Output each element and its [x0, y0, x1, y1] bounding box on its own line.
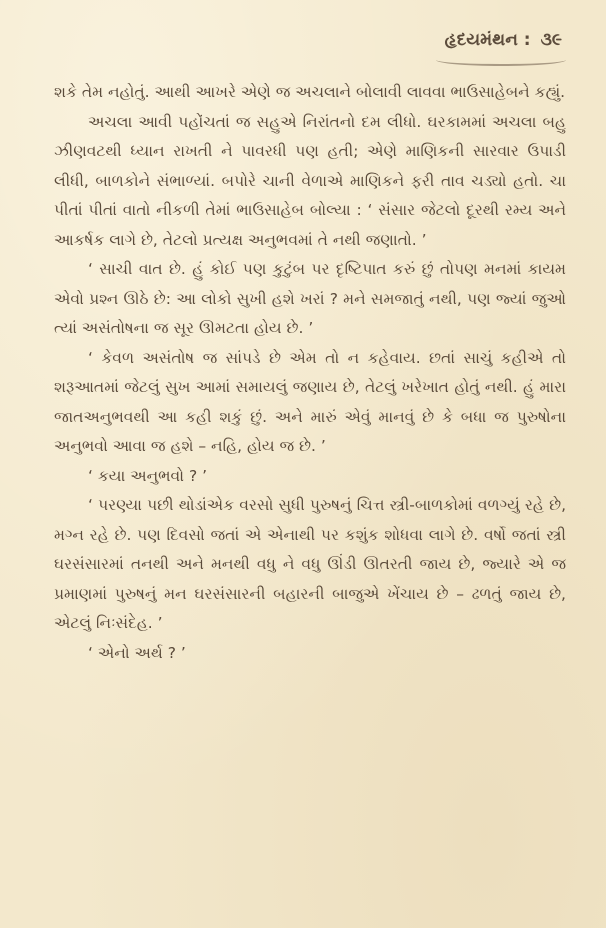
paragraph: ‘ કેવળ અસંતોષ જ સાંપડે છે એમ તો ન કહેવાય. છતાં સાચું કહીએ તો શરૂઆતમાં જેટલું સુખ આમાં સમાયલું જણાય છે, તેટલું ખરેખાત હોતું નથી. હું મારા જાતઅનુભવથી આ કહી શકું છું. અને મારું એવું માનવું છે કે બધા જ પુરુષોના અનુભવો આવા જ હશે – નહિ, હોય જ છે. ’ — [54, 348, 566, 455]
body-text — [54, 78, 566, 668]
running-header — [445, 30, 562, 50]
paragraph: ‘ એનો અર્થ ? ’ — [88, 643, 186, 662]
paragraph: ‘ પરણ્યા પછી થોડાંએક વરસો સુધી પુરુષનું ચિત્ત સ્ત્રી-બાળકોમાં વળગ્યું રહે છે, મગ્ન રહે છે. પણ દિવસો જતાં એ એનાથી પર કશુંક શોધવા લાગે છે. વર્ષો જતાં સ્ત્રી ઘરસંસારમાં તનથી અને મનથી વધુ ને વધુ ઊંડી ઊતરતી જાય છે, જ્યારે એ જ પ્રમાણમાં પુરુષનું મન ઘરસંસારની બહારની બાજુએ ખેંચાય છે – ઢળતું જાય છે, એટલું નિઃસંદેહ. ’ — [54, 496, 566, 632]
header-title: હૃદયમંથન : — [444, 30, 531, 50]
paragraph-continuation: શકે તેમ નહોતું. આથી આખરે એણે જ અચલાને બોલાવી લાવવા ભાઉસાહેબને કહ્યું. — [54, 83, 566, 101]
paragraph: અચલા આવી પહોંચતાં જ સહુએ નિરાંતનો દમ લીધો. ઘરકામમાં અચલા બહુ ઝીણવટથી ધ્યાન રાખતી ને પાવરધી પણ હતી; એણે માણિકની સારવાર ઉપાડી લીધી, બાળકોને સંભાળ્યાં. બપોરે ચાની વેળાએ માણિકને ફરી તાવ ચડ્યો હતો. ચા પીતાં પીતાં વાતો નીકળી તેમાં ભાઉસાહેબ બોલ્યા : ‘ સંસાર જેટલો દૂરથી રમ્ય અને આકર્ષક લાગે છે, તેટલો પ્રત્યક્ષ અનુભવમાં તે નથી જણાતો. ’ — [54, 112, 566, 249]
paragraph: ‘ સાચી વાત છે. હું કોઈ પણ કુટુંબ પર દૃષ્ટિપાત કરું છું તોપણ મનમાં કાયમ એવો પ્રશ્ન ઊઠે છે: આ લોકો સુખી હશે ખરાં ? મને સમજાતું નથી, પણ જ્યાં જુઓ ત્યાં અસંતોષના જ સૂર ઊમટતા હોય છે. ’ — [54, 260, 566, 337]
page-number: ૩૯ — [540, 30, 562, 50]
header-underline — [436, 60, 566, 66]
paragraph: ‘ કયા અનુભવો ? ’ — [88, 466, 208, 485]
